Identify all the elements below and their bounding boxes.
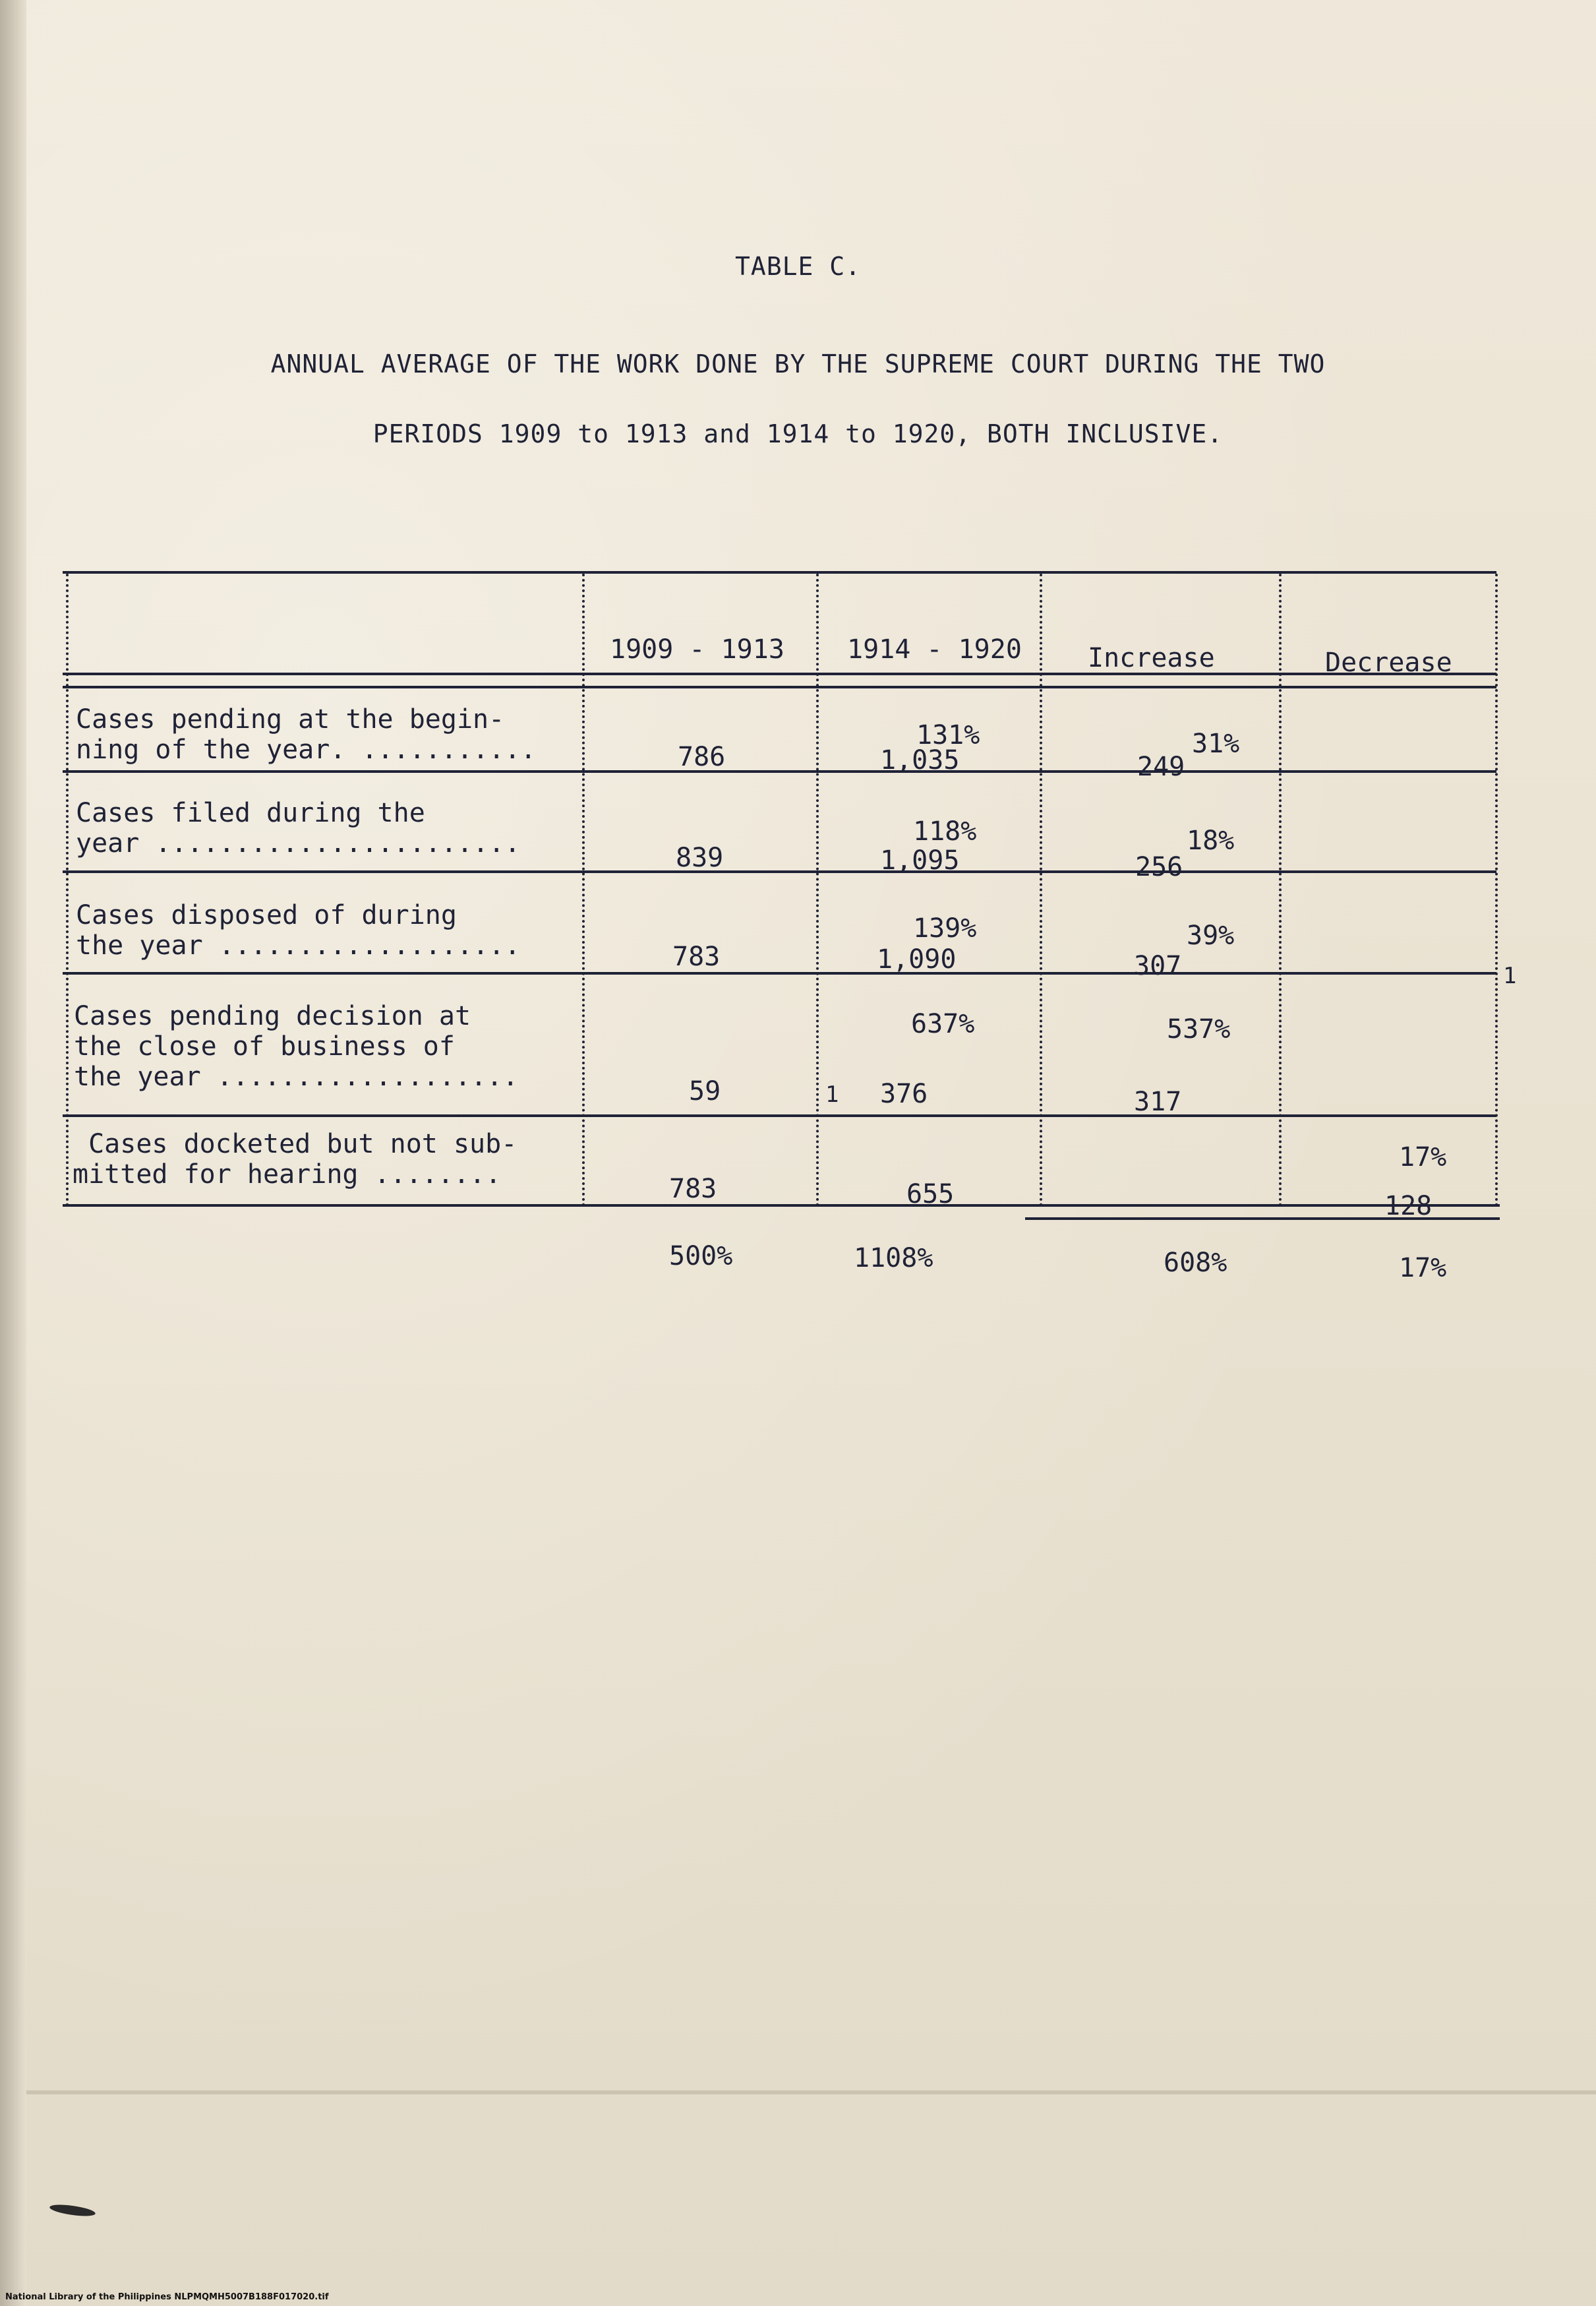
cell-1909: 786 xyxy=(678,742,726,772)
col-header-1914: 1914 - 1920 xyxy=(847,634,1022,665)
cell-increase: 317 xyxy=(1134,1087,1182,1117)
total-1909: 500% xyxy=(669,1241,733,1271)
cell-1914: 376 xyxy=(880,1079,928,1109)
cell-1914: 1,090 xyxy=(877,944,957,975)
cell-increase-pct: 31% xyxy=(1192,729,1240,759)
col-rule-3 xyxy=(1040,574,1042,1207)
col-rule-0 xyxy=(66,574,69,1207)
paper-fold xyxy=(26,2090,1596,2094)
row-label: Cases disposed of during the year ................... xyxy=(76,900,521,961)
table-label: TABLE C. xyxy=(734,252,862,281)
cell-1909: 839 xyxy=(676,843,724,873)
cell-increase-pct: 537% xyxy=(1167,1014,1231,1045)
cell-1914: 1,035 xyxy=(880,745,960,775)
cell-increase-pct: 39% xyxy=(1187,921,1235,951)
row-label: Cases pending at the begin- ning of the year. ........... xyxy=(76,704,537,765)
cell-1909: 783 xyxy=(669,1174,717,1204)
total-1914: 1108% xyxy=(854,1243,933,1273)
row-label: Cases pending decision at the close of business of the year ................... xyxy=(74,1001,519,1092)
cell-increase: 307 xyxy=(1134,951,1182,981)
title-line-2: PERIODS 1909 to 1913 and 1914 to 1920, BOTH INCLUSIVE. xyxy=(372,419,1224,448)
col-rule-2 xyxy=(816,574,819,1207)
total-increase: 608% xyxy=(1164,1248,1227,1278)
margin-mark: 1 xyxy=(825,1081,839,1108)
cell-1914-pct: 637% xyxy=(911,1009,975,1039)
total-decrease: 17% xyxy=(1399,1253,1447,1283)
cell-1914-pct: 139% xyxy=(913,913,977,944)
cell-1909: 783 xyxy=(672,942,721,972)
row-label: Cases docketed but not sub- mitted for hearing ........ xyxy=(73,1129,517,1190)
title-line-1: ANNUAL AVERAGE OF THE WORK DONE BY THE SUPREME COURT DURING THE TWO xyxy=(270,349,1326,379)
cell-increase: 249 xyxy=(1137,752,1185,782)
col-rule-5 xyxy=(1495,574,1498,1207)
rule-bottom xyxy=(63,1204,1500,1207)
cell-decrease-pct: 17% xyxy=(1399,1142,1447,1172)
cell-decrease: 128 xyxy=(1384,1191,1433,1221)
col-rule-4 xyxy=(1279,574,1282,1207)
col-rule-1 xyxy=(582,574,585,1207)
cell-1914-pct: 131% xyxy=(916,720,980,750)
col-header-1909: 1909 - 1913 xyxy=(610,634,784,665)
cell-1914-pct: 118% xyxy=(913,816,977,847)
row-label: Cases filed during the year ....................... xyxy=(76,798,521,859)
archive-footer: National Library of the Philippines NLPMQMH5007B188F017020.tif xyxy=(5,2292,329,2302)
ink-smudge xyxy=(49,2202,96,2218)
page-edge-shadow xyxy=(0,0,26,2306)
col-header-decrease: Decrease xyxy=(1325,648,1452,678)
cell-1914: 655 xyxy=(906,1179,955,1209)
cell-1909: 59 xyxy=(689,1076,721,1107)
cell-increase-pct: 18% xyxy=(1187,826,1235,856)
margin-mark: 1 xyxy=(1503,963,1517,989)
cell-increase: 256 xyxy=(1135,852,1183,882)
col-header-increase: Increase xyxy=(1088,643,1215,673)
cell-1914: 1,095 xyxy=(880,845,960,876)
